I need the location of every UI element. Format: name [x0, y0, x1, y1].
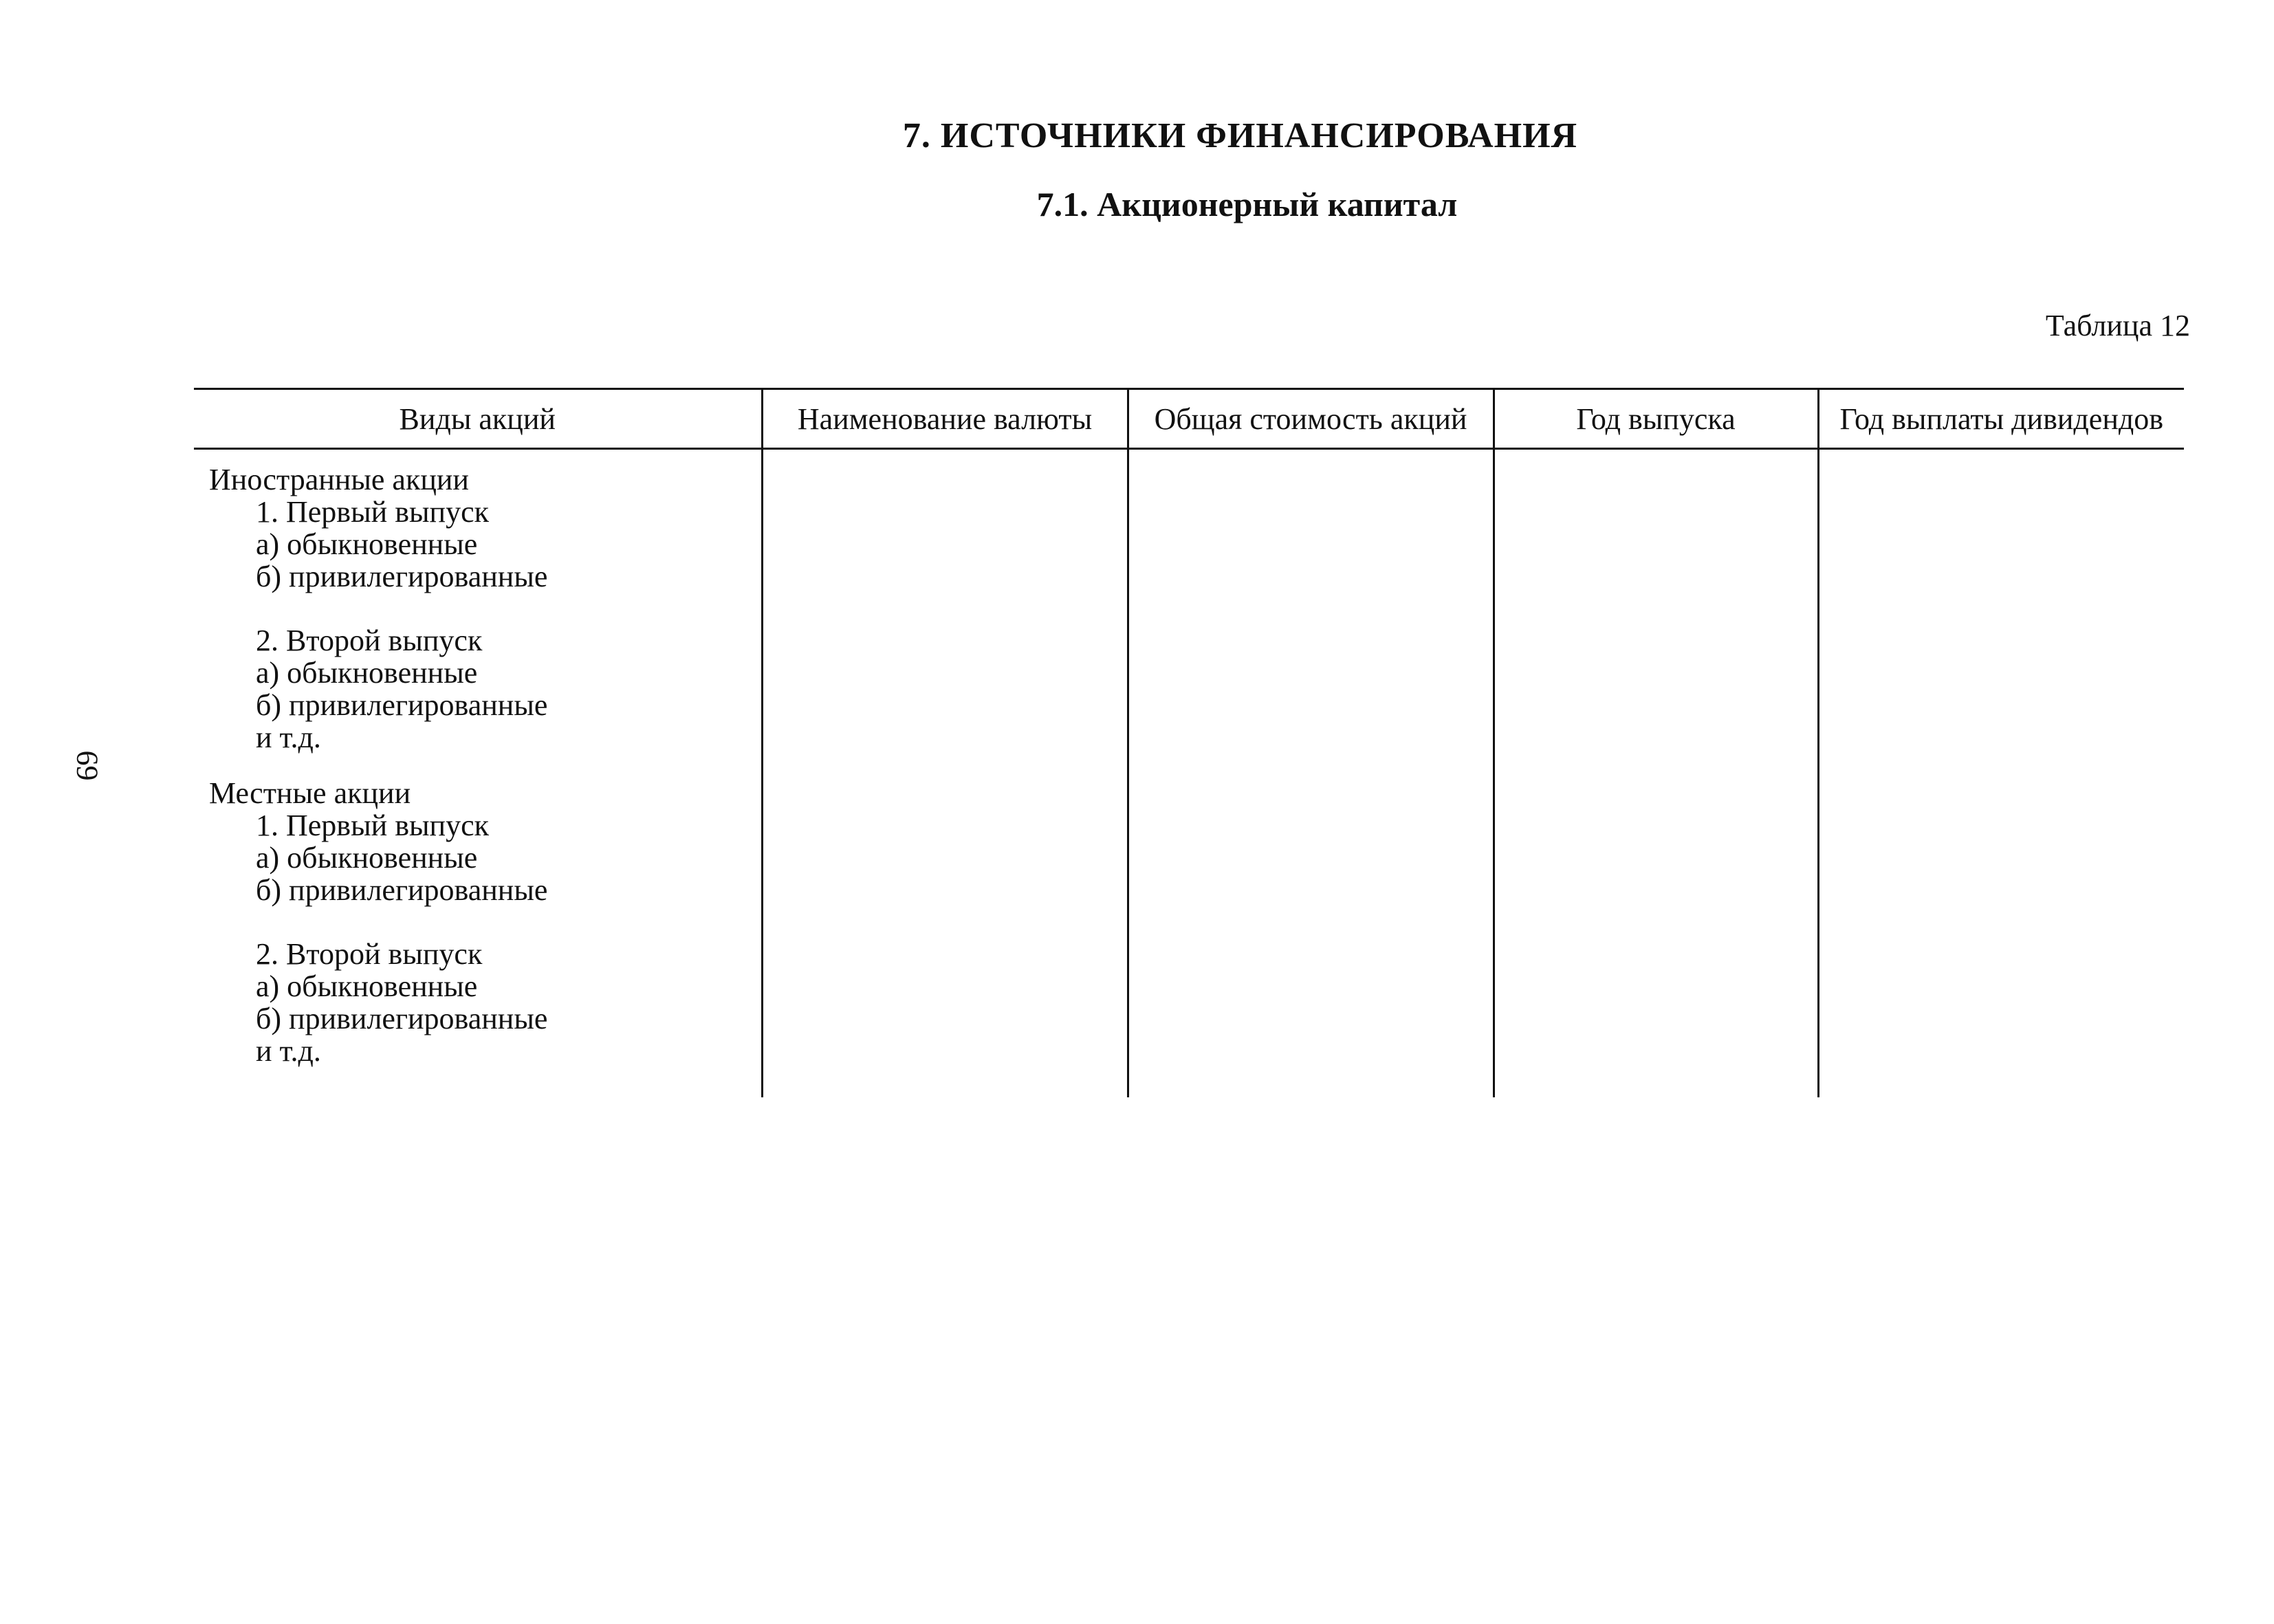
page-number: 69 — [70, 750, 105, 781]
issue-title: 2. Второй выпуск — [256, 937, 483, 971]
etc-text: и т.д. — [256, 721, 321, 754]
header-total-value: Общая стоимость акций — [1128, 389, 1494, 449]
table-label: Таблица 12 — [2045, 309, 2190, 342]
subsection-title: 7.1. Акционерный капитал — [1036, 185, 1458, 223]
etc-text: и т.д. — [256, 1034, 321, 1068]
share-kind-preferred: б) привилегированные — [256, 560, 548, 593]
shares-table — [194, 388, 2184, 1097]
group-title: Иностранные акции — [209, 463, 469, 496]
header-share-types: Виды акций — [194, 389, 762, 449]
share-types-cell — [194, 449, 762, 1098]
dividend-year-cell — [1818, 449, 2184, 1098]
share-kind-preferred: б) привилегированные — [256, 873, 548, 907]
share-kind-preferred: б) привилегированные — [256, 1002, 548, 1035]
issue-title: 1. Первый выпуск — [256, 495, 489, 529]
currency-name-cell — [762, 449, 1128, 1098]
issue-year-cell — [1494, 449, 1818, 1098]
table-header-row — [194, 389, 2184, 449]
group-title: Местные акции — [209, 776, 411, 810]
table-body-row — [194, 449, 2184, 1098]
issue-title: 2. Второй выпуск — [256, 624, 483, 657]
share-kind-ordinary: а) обыкновенные — [256, 527, 478, 561]
header-currency-name: Наименование валюты — [762, 389, 1128, 449]
issue-title: 1. Первый выпуск — [256, 809, 489, 842]
share-kind-ordinary: а) обыкновенные — [256, 841, 478, 875]
total-value-cell — [1128, 449, 1494, 1098]
share-kind-preferred: б) привилегированные — [256, 688, 548, 722]
group-spacer — [194, 754, 761, 777]
issue-spacer — [194, 906, 761, 938]
section-title: 7. ИСТОЧНИКИ ФИНАНСИРОВАНИЯ — [902, 116, 1578, 155]
issue-spacer — [194, 593, 761, 624]
header-issue-year: Год выпуска — [1494, 389, 1818, 449]
share-kind-ordinary: а) обыкновенные — [256, 969, 478, 1003]
header-dividend-year: Год выплаты дивидендов — [1818, 389, 2184, 449]
share-kind-ordinary: а) обыкновенные — [256, 656, 478, 690]
foreign-shares-group — [194, 463, 761, 754]
local-shares-group — [194, 777, 761, 1067]
